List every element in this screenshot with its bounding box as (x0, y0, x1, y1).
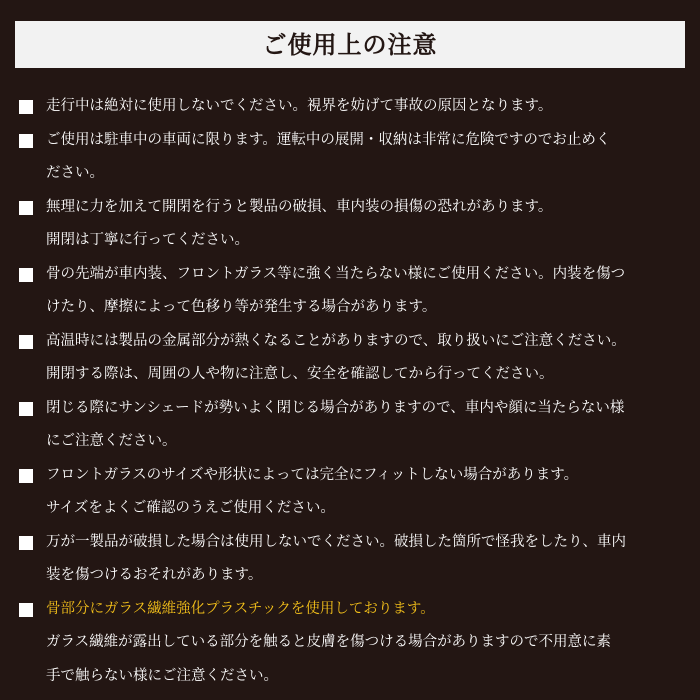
square-bullet-icon (19, 335, 33, 349)
caution-item (19, 90, 689, 124)
square-bullet-icon (19, 603, 33, 617)
square-bullet-icon (19, 469, 33, 483)
caution-line: にご注意ください。 (46, 433, 177, 449)
caution-line: 走行中は絶対に使用しないでください。視界を妨げて事故の原因となります。 (46, 98, 553, 114)
caution-text (46, 593, 689, 694)
caution-text (46, 191, 689, 258)
caution-line: 手で触らない様にご注意ください。 (46, 667, 278, 684)
caution-item (19, 325, 689, 392)
caution-item (19, 124, 689, 191)
caution-line-accent: 骨部分にガラス繊維強化プラスチックを使用しております。 (46, 600, 435, 617)
caution-line: 装を傷つけるおそれがあります。 (46, 567, 263, 583)
caution-item (19, 392, 689, 459)
caution-item-highlight (19, 593, 689, 694)
caution-text (46, 459, 689, 526)
caution-line: ガラス繊維が露出している部分を触ると皮膚を傷つける場合がありますので不用意に素 (46, 634, 612, 650)
caution-line: 閉じる際にサンシェードが勢いよく閉じる場合がありますので、車内や顔に当たらない様 (46, 399, 625, 416)
caution-item (19, 191, 689, 258)
square-bullet-icon (19, 100, 33, 114)
caution-text (46, 90, 689, 124)
caution-line: 骨の先端が車内装、フロントガラス等に強く当たらない様にご使用ください。内装を傷つ (46, 265, 626, 282)
caution-line: けたり、摩擦によって色移り等が発生する場合があります。 (46, 299, 437, 315)
caution-line: ご使用は駐車中の車両に限ります。運転中の展開・収納は非常に危険ですのでお止めく (46, 131, 611, 148)
caution-line: 万が一製品が破損した場合は使用しないでください。破損した箇所で怪我をしたり、車内 (46, 533, 626, 550)
caution-text (46, 325, 689, 392)
caution-line: 開閉する際は、周囲の人や物に注意し、安全を確認してから行ってください。 (46, 366, 554, 382)
caution-text (46, 526, 689, 593)
caution-item (19, 459, 689, 526)
caution-line: サイズをよくご確認のうえご使用ください。 (46, 500, 335, 516)
square-bullet-icon (19, 536, 33, 550)
page-header (15, 21, 685, 68)
square-bullet-icon (19, 134, 33, 148)
caution-line: 開閉は丁寧に行ってください。 (46, 232, 249, 248)
caution-item (19, 526, 689, 593)
caution-text (46, 124, 689, 191)
square-bullet-icon (19, 268, 33, 282)
caution-text (46, 258, 689, 325)
caution-list (19, 90, 689, 693)
caution-line: ださい。 (46, 165, 104, 181)
caution-line: 無理に力を加えて開閉を行うと製品の破損、車内装の損傷の恐れがあります。 (46, 198, 553, 215)
square-bullet-icon (19, 201, 33, 215)
square-bullet-icon (19, 402, 33, 416)
caution-text (46, 392, 689, 459)
page-title: ご使用上の注意 (262, 30, 438, 59)
caution-line: フロントガラスのサイズや形状によっては完全にフィットしない場合があります。 (46, 466, 579, 483)
caution-item (19, 258, 689, 325)
caution-line: 高温時には製品の金属部分が熱くなることがありますので、取り扱いにご注意ください。 (46, 332, 626, 349)
